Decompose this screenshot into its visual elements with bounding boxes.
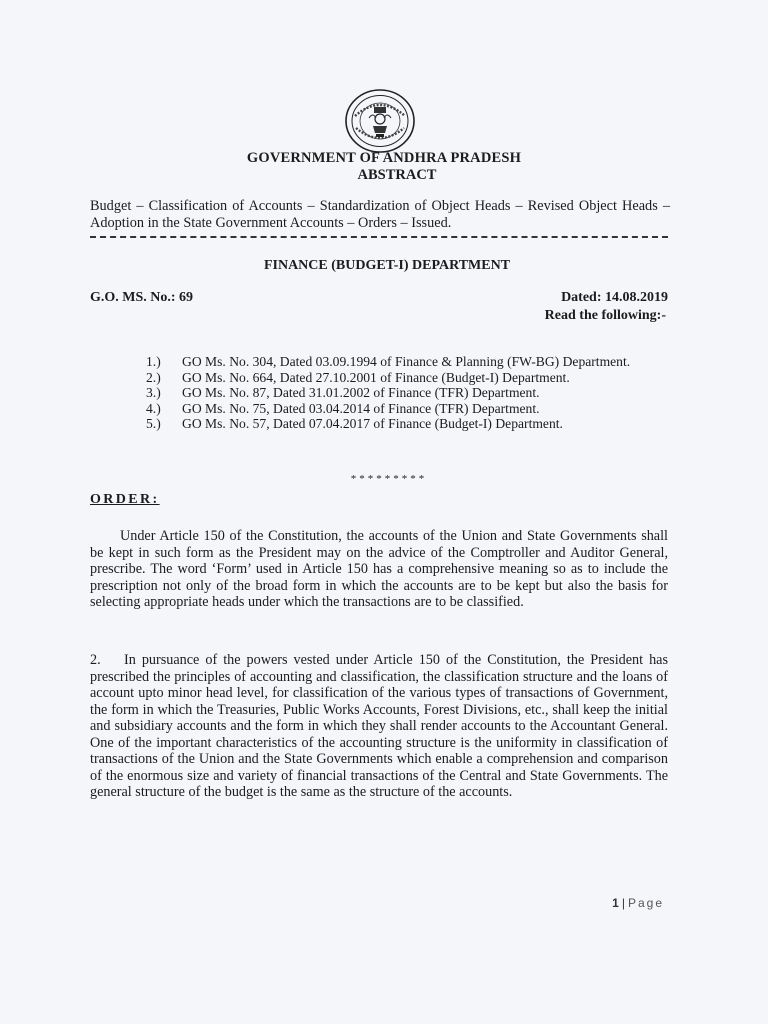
reference-item xyxy=(146,385,666,401)
state-emblem-icon xyxy=(343,88,417,154)
go-number: G.O. MS. No.: 69 xyxy=(90,290,194,305)
reference-item xyxy=(146,370,666,386)
reference-list xyxy=(146,354,666,432)
abstract-heading: ABSTRACT xyxy=(357,167,437,183)
footer-separator: | xyxy=(621,896,625,910)
read-following-label: Read the following:- xyxy=(544,308,666,323)
paragraph-1: Under Article 150 of the Constitution, the accounts of the Union and State Governments shall be kept in such form as the President may on the advice of the Comptroller and Auditor General, prescribe. The word ‘Form’ used in Article 150 has a comprehensive meaning so as to include the prescription not only of the broad form in which the accounts are to be kept but also the basis for selecting appropriate heads under which the transactions are to be classified. xyxy=(90,528,668,610)
reference-text: GO Ms. No. 664, Dated 27.10.2001 of Finance (Budget-I) Department. xyxy=(182,369,570,385)
reference-text: GO Ms. No. 75, Dated 03.04.2014 of Finance (TFR) Department. xyxy=(182,400,540,416)
reference-number: 1.) xyxy=(146,354,161,369)
reference-text: GO Ms. No. 87, Dated 31.01.2002 of Finance (TFR) Department. xyxy=(182,385,540,401)
reference-number: 3.) xyxy=(146,385,161,401)
subject-text: Budget – Classification of Accounts – Standardization of Object Heads – Revised Object Heads – Adoption in the State Government Accounts – Orders – Issued. xyxy=(90,198,670,231)
reference-text: GO Ms. No. 57, Dated 07.04.2017 of Finance (Budget-I) Department. xyxy=(182,416,563,432)
reference-number: 4.) xyxy=(146,400,161,416)
paragraph-2 xyxy=(90,652,668,801)
reference-number: 5.) xyxy=(146,416,161,432)
reference-item xyxy=(146,416,666,432)
paragraph-number: 2. xyxy=(90,652,101,668)
reference-item xyxy=(146,354,666,370)
page-number: 1 xyxy=(612,896,619,910)
department-heading: FINANCE (BUDGET-I) DEPARTMENT xyxy=(263,258,511,273)
star-separator: ********* xyxy=(350,473,428,485)
reference-text: GO Ms. No. 304, Dated 03.09.1994 of Finance & Planning (FW-BG) Department. xyxy=(182,354,631,369)
reference-number: 2.) xyxy=(146,369,161,385)
dashed-divider xyxy=(90,236,668,240)
page-footer xyxy=(612,896,664,910)
government-title: GOVERNMENT OF ANDHRA PRADESH xyxy=(246,150,522,166)
issue-date: Dated: 14.08.2019 xyxy=(561,290,668,305)
page-label: Page xyxy=(627,896,664,910)
order-heading: ORDER: xyxy=(90,492,160,507)
reference-item xyxy=(146,401,666,417)
paragraph-2-text: In pursuance of the powers vested under Article 150 of the Constitution, the President has prescribed the principles of accounting and classification, the classification structure and the loans of account upto minor head level, for classification of the various types of transactions of Government, the form in which the Treasuries, Public Works Accounts, Forest Divisions, etc., shall keep the initial and subsidiary accounts and the form in which they shall render accounts to the Accountant General. One of the important characteristics of the accounting structure is the uniformity in classification of transactions of the Union and the State Governments which enable a comprehension and comparison of the enormous size and variety of financial transactions of the Central and State Governments. The general structure of the budget is the same as the structure of the accounts. xyxy=(90,652,668,800)
